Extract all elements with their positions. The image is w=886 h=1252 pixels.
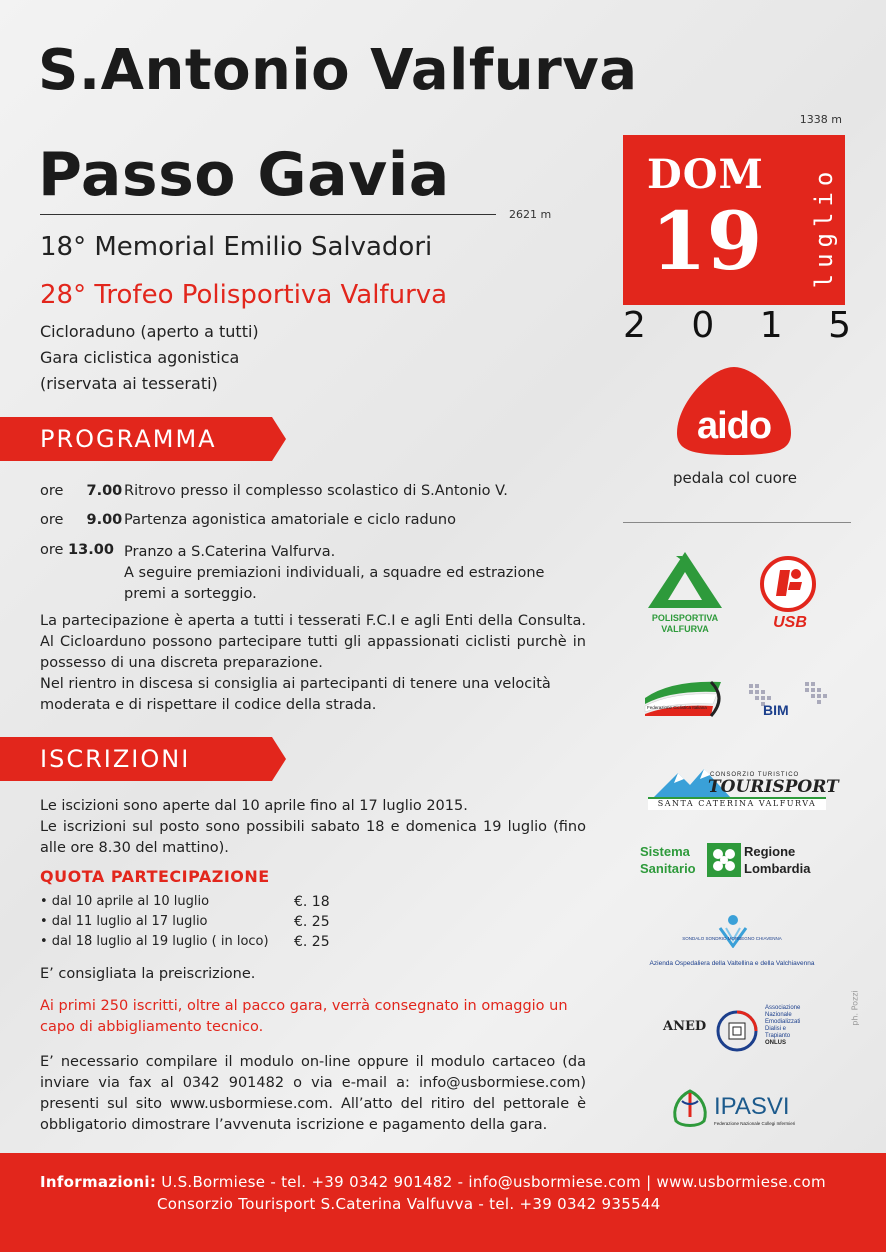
lombardia-text: Regione xyxy=(744,844,796,859)
lombardia-text: Lombardia xyxy=(744,861,811,876)
photo-credit xyxy=(848,968,862,1048)
date-year xyxy=(623,305,851,346)
aned-name: ANED xyxy=(663,1019,707,1034)
aido-logo-text: aido xyxy=(696,405,772,447)
mountain-icon xyxy=(646,550,724,612)
date-weekday: DOM xyxy=(647,151,764,198)
paragraph-text: La partecipazione è aperta a tutti i tesserati F.C.I e agli Enti della Consulta. Al Cicloarduno possono partecipare tutti gli appassionati ciclisti purchè in possesso di una discreta preparazione. xyxy=(40,613,586,671)
program-text: Pranzo a S.Caterina Valfurva. xyxy=(124,544,336,560)
fee-value: €. 18 xyxy=(294,894,330,910)
program-text-extra: premi a sorteggio. xyxy=(124,586,257,602)
altitude-2: 2621 m xyxy=(509,208,552,221)
usb-emblem-icon xyxy=(760,556,816,612)
aido-logo xyxy=(675,363,793,457)
sanitario-text: Sistema xyxy=(640,844,690,859)
aned-desc: Emodializzati xyxy=(765,1019,801,1025)
aned-onlus: ONLUS xyxy=(765,1040,786,1046)
usb-logo xyxy=(760,556,820,636)
ipasvi-name: IPASVI xyxy=(714,1093,790,1120)
paragraph-text: Nel rientro in discesa si consiglia ai partecipanti di tenere una velocità moderata e di rispettare il codice della strada. xyxy=(40,676,551,713)
programma-paragraph xyxy=(40,611,586,716)
title-line-2: Passo Gavia xyxy=(38,140,450,210)
date-month-label: luglio xyxy=(810,165,838,289)
tourisport-logo xyxy=(648,763,839,811)
title-rule xyxy=(40,214,496,215)
fee-row xyxy=(40,914,330,930)
footer-label: Informazioni: xyxy=(40,1173,157,1191)
subtitle-line: (riservata ai tesserati) xyxy=(40,374,218,393)
program-prefix: ore xyxy=(40,483,64,499)
aned-emblem-icon xyxy=(715,1009,759,1053)
paragraph-text: Le iscrizioni sul posto sono possibili sabato 18 e domenica 19 luglio (fino alle ore 8.30 del mattino). xyxy=(40,819,586,856)
program-time: 9.00 xyxy=(86,512,123,528)
tourisport-bottom: SANTA CATERINA VALFURVA xyxy=(648,797,826,810)
year-digit: 0 xyxy=(691,305,715,346)
date-box xyxy=(623,135,845,305)
aned-desc: Associazione xyxy=(765,1005,801,1011)
subtitle-line: Gara ciclistica agonistica xyxy=(40,348,240,367)
fci-logo xyxy=(641,678,727,720)
aido-tagline: pedala col cuore xyxy=(673,469,797,487)
footer-line-2: Consorzio Tourisport S.Caterina Valfuvva - tel. +39 0342 935544 xyxy=(157,1195,661,1213)
date-day: 19 xyxy=(651,194,763,288)
azienda-top: SONDALO SONDRIO MORBEGNO CHIAVENNA xyxy=(682,936,782,941)
bim-logo xyxy=(745,678,833,724)
polisportiva-text: POLISPORTIVA xyxy=(651,613,719,623)
lombardia-rose-icon xyxy=(707,843,741,877)
sanitario-logo xyxy=(640,843,824,879)
altitude-1: 1338 m xyxy=(799,113,842,126)
fci-text: Federazione Ciclistica Italiana xyxy=(647,705,707,710)
iscrizioni-paragraph xyxy=(40,796,586,859)
date-month xyxy=(809,157,839,297)
program-prefix: ore xyxy=(40,512,64,528)
memorial-title: 18° Memorial Emilio Salvadori xyxy=(40,232,433,262)
program-row xyxy=(40,483,508,499)
aned-desc: Trapianto xyxy=(765,1033,791,1039)
year-digit: 1 xyxy=(759,305,783,346)
program-time: 13.00 xyxy=(68,542,114,558)
iscrizioni-heading: ISCRIZIONI xyxy=(0,737,272,781)
footer xyxy=(0,1153,886,1252)
trofeo-title: 28° Trofeo Polisportiva Valfurva xyxy=(40,280,448,310)
fee-label: • dal 11 luglio al 17 luglio xyxy=(40,914,208,929)
footer-line-1: U.S.Bormiese - tel. +39 0342 901482 - info@usbormiese.com | www.usbormiese.com xyxy=(161,1173,826,1191)
year-digit: 2 xyxy=(623,305,646,346)
program-text-extra: A seguire premiazioni individuali, a squadre ed estrazione xyxy=(124,565,545,581)
polisportiva-logo xyxy=(646,550,724,640)
sponsor-divider xyxy=(623,522,851,523)
ipasvi-sub: Federazione Nazionale Collegi Infermieri xyxy=(714,1121,796,1126)
sanitario-text: Sanitario xyxy=(640,861,696,876)
program-text: Partenza agonistica amatoriale e ciclo raduno xyxy=(124,512,456,528)
title-line-1: S.Antonio Valfurva xyxy=(38,38,638,103)
fee-value: €. 25 xyxy=(294,914,330,930)
tourisport-top: CONSORZIO TURISTICO xyxy=(710,772,800,778)
fee-label: • dal 10 aprile al 10 luglio xyxy=(40,894,210,909)
azienda-bottom: Azienda Ospedaliera della Valtellina e della Valchiavenna xyxy=(649,960,815,967)
ipasvi-emblem-icon xyxy=(668,1087,712,1131)
program-text: Ritrovo presso il complesso scolastico di S.Antonio V. xyxy=(124,483,508,499)
usb-text: USB xyxy=(773,614,807,631)
ipasvi-logo xyxy=(668,1087,814,1131)
photo-credit-text: ph. Pozzi xyxy=(850,990,860,1026)
azienda-ospedaliera-logo xyxy=(636,914,828,972)
bim-text: BIM xyxy=(763,702,789,718)
program-time: 7.00 xyxy=(86,483,123,499)
aned-desc: Nazionale xyxy=(765,1012,792,1018)
programma-heading: PROGRAMMA xyxy=(0,417,272,461)
subtitle-line: Cicloraduno (aperto a tutti) xyxy=(40,322,259,341)
paragraph-text: Le iscizioni sono aperte dal 10 aprile fino al 17 luglio 2015. xyxy=(40,798,468,814)
polisportiva-text: VALFURVA xyxy=(661,624,709,634)
bim-dots-icon xyxy=(745,678,833,724)
aned-logo xyxy=(663,1005,843,1057)
tourisport-name: TOURISPORT xyxy=(708,777,839,797)
highlight-text: Ai primi 250 iscritti, oltre al pacco gara, verrà consegnato in omaggio un capo di abbigliamento tecnico. xyxy=(40,998,568,1035)
fee-label: • dal 18 luglio al 19 luglio ( in loco) xyxy=(40,934,269,949)
azienda-figure-icon xyxy=(718,914,748,948)
program-row xyxy=(40,512,456,528)
fee-row xyxy=(40,934,330,950)
closing-text: E’ necessario compilare il modulo on-line oppure il modulo cartaceo (da inviare via fax al 0342 901482 o via e-mail a: info@usbormiese.com) presenti sul sito www.usbormiese.com. All’atto del ritiro del pettorale è obbligatorio dimostrare l’avvenuta iscrizione e pagamento della gara. xyxy=(40,1054,586,1133)
program-prefix: ore xyxy=(40,542,64,558)
quota-title: QUOTA PARTECIPAZIONE xyxy=(40,867,270,886)
advice-text: E’ consigliata la preiscrizione. xyxy=(40,966,256,982)
year-digit: 5 xyxy=(828,305,851,346)
fee-value: €. 25 xyxy=(294,934,330,950)
aned-desc: Dialisi e xyxy=(765,1026,787,1032)
program-row xyxy=(40,542,544,605)
fee-row xyxy=(40,894,330,910)
fci-flag-icon xyxy=(641,678,727,720)
